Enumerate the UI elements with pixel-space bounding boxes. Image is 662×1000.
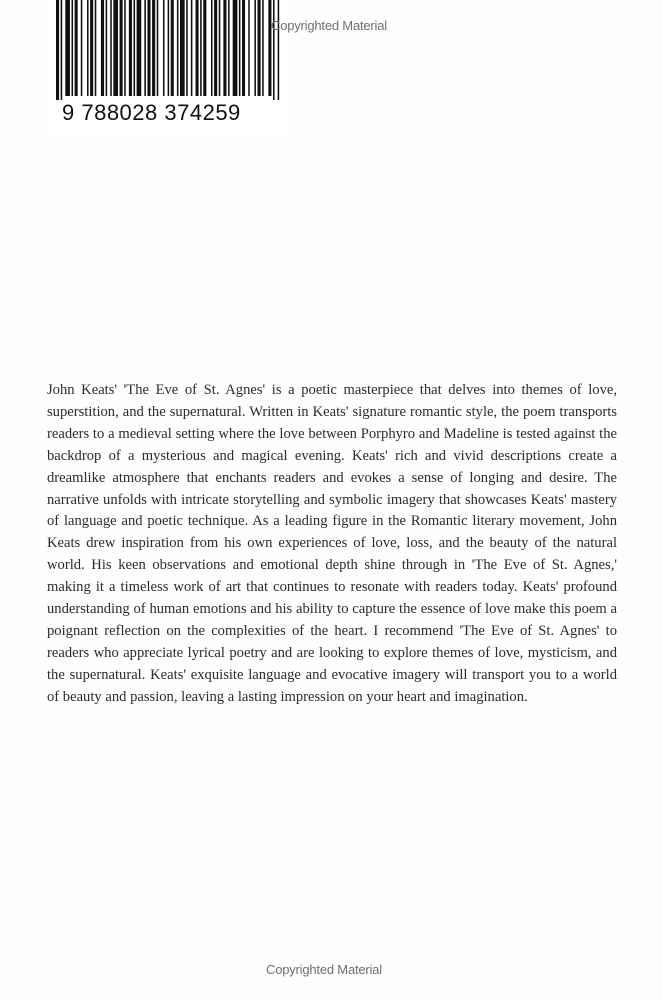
barcode-bar bbox=[56, 0, 59, 100]
barcode-bar bbox=[268, 0, 271, 96]
barcode-bar bbox=[120, 0, 123, 96]
barcode-bar bbox=[65, 0, 70, 96]
isbn-barcode bbox=[50, 0, 286, 130]
barcode-bar bbox=[72, 0, 74, 96]
barcode-bar bbox=[203, 0, 206, 96]
barcode-bar bbox=[110, 0, 112, 96]
barcode-bar bbox=[254, 0, 256, 96]
barcode-bar bbox=[180, 0, 185, 96]
barcode-bar bbox=[219, 0, 221, 96]
barcode-bar bbox=[211, 0, 213, 96]
barcode-bar bbox=[171, 0, 174, 96]
copyright-watermark-top: Copyrighted Material bbox=[271, 18, 387, 33]
barcode-bar bbox=[200, 0, 202, 96]
barcode-bar bbox=[129, 0, 132, 96]
barcode-bar bbox=[168, 0, 170, 96]
barcode-bar bbox=[163, 0, 165, 96]
barcode-bar bbox=[177, 0, 179, 96]
barcode-bar bbox=[90, 0, 93, 96]
barcode-bar bbox=[87, 0, 89, 96]
barcode-bar bbox=[239, 0, 241, 96]
copyright-watermark-bottom: Copyrighted Material bbox=[266, 962, 382, 977]
barcode-bar bbox=[278, 0, 280, 100]
barcode-bar bbox=[61, 0, 63, 100]
barcode-bar bbox=[273, 0, 275, 100]
barcode-bar bbox=[147, 0, 150, 96]
barcode-bar bbox=[228, 0, 230, 96]
barcode-bar bbox=[124, 0, 126, 96]
barcode-bar bbox=[196, 0, 199, 96]
barcode-bar bbox=[223, 0, 226, 96]
barcode-bar bbox=[134, 0, 136, 96]
barcode-bar bbox=[242, 0, 245, 96]
barcode-bar bbox=[144, 0, 146, 96]
barcode-bar bbox=[214, 0, 217, 96]
barcode-bars bbox=[50, 0, 286, 100]
barcode-bar bbox=[186, 0, 188, 96]
barcode-bar bbox=[106, 0, 108, 96]
barcode-bar bbox=[81, 0, 83, 96]
barcode-bar bbox=[152, 0, 155, 96]
barcode-bar bbox=[258, 0, 261, 96]
barcode-bar bbox=[113, 0, 118, 96]
barcode-bar bbox=[157, 0, 159, 96]
isbn-digits: 9 788028 374259 bbox=[62, 100, 241, 125]
barcode-bar bbox=[75, 0, 78, 96]
barcode-bar bbox=[248, 0, 250, 96]
barcode-bar bbox=[95, 0, 97, 96]
barcode-bar bbox=[233, 0, 238, 96]
barcode-bar bbox=[262, 0, 264, 96]
barcode-bar bbox=[137, 0, 142, 96]
barcode-bar bbox=[191, 0, 193, 96]
barcode-bar bbox=[101, 0, 104, 96]
book-description: John Keats' 'The Eve of St. Agnes' is a poetic masterpiece that delves into themes of love, superstition, and the supernatural. Written in Keats' signature romantic style, the poem transports readers to a medieval setting where the love between Porphyro and Madeline is tested against the backdrop of a mysterious and magical evening. Keats' rich and vivid descriptions create a dreamlike atmosphere that enchants readers and evokes a sense of longing and desire. The narrative unfolds with intricate storytelling and symbolic imagery that showcases Keats' mastery of language and poetic technique. As a leading figure in the Romantic literary movement, John Keats drew inspiration from his own experiences of love, loss, and the beauty of the natural world. His keen observations and emotional depth shine through in 'The Eve of St. Agnes,' making it a timeless work of art that continues to resonate with readers today. Keats' profound understanding of human emotions and his ability to capture the essence of love make this poem a poignant reflection on the complexities of the heart. I recommend 'The Eve of St. Agnes' to readers who appreciate lyrical poetry and are looking to explore themes of love, mysticism, and the supernatural. Keats' exquisite language and evocative imagery will transport you to a world of beauty and passion, leaving a lasting impression on your heart and imagination. bbox=[47, 382, 617, 705]
